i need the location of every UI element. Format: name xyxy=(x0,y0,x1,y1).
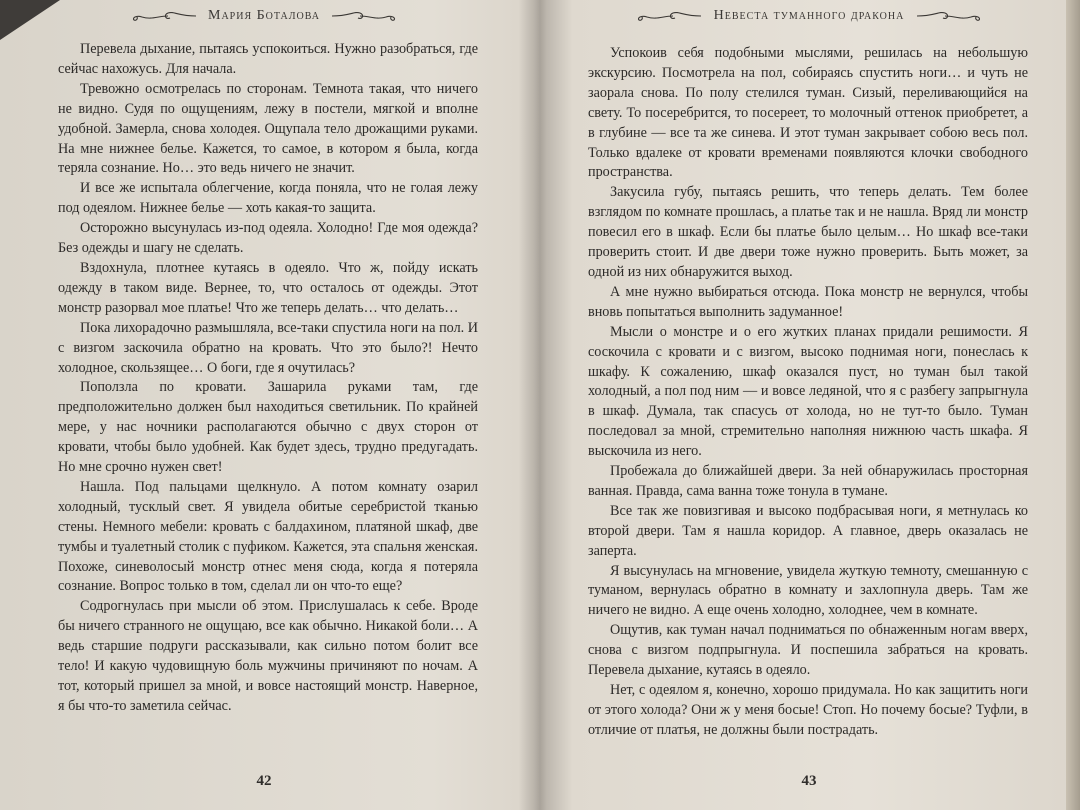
paragraph: Все так же повизгивая и высоко подбрасывая ноги, я метнулась ко второй двери. Там я нашла коридор. А главное, дверь оказалась не заперта. xyxy=(588,502,1028,559)
left-running-header xyxy=(28,6,500,26)
left-page xyxy=(28,0,500,810)
paragraph: Ощутив, как туман начал подниматься по обнаженным ногам вверх, снова с визгом подпрыгнула. И поспешила забраться на кровать. Перевела дыхание, кутаясь в одеяло. xyxy=(588,622,1028,679)
page-edge xyxy=(1066,0,1080,810)
right-running-header xyxy=(566,6,1052,26)
paragraph: А мне нужно выбираться отсюда. Пока монстр не вернулся, чтобы вновь попытаться выполнить задуманное! xyxy=(588,283,1028,320)
paragraph: Мысли о монстре и о его жутких планах придали решимости. Я соскочила с кровати и с визгом, высоко поднимая ноги, понеслась к шкафу. К сожалению, шкаф оказался пуст, но туман был такой холодный, а пол под ним — и вовсе ледяной, что я с разбегу запрыгнула в шкаф. Думала, так спасусь от холода, но не тут-то было. Туман последовал за мной, стремительно наполняя нижнюю часть шкафа. Я выскочила из него. xyxy=(588,323,1028,460)
left-page-number: 42 xyxy=(256,773,272,790)
paragraph: Пока лихорадочно размышляла, все-таки спустила ноги на пол. И с визгом заскочила обратно на кровать. Что это было?! Нечто холодное, скользящее… О боги, где я очутилась? xyxy=(58,319,478,376)
right-page xyxy=(566,0,1052,810)
ornament-right-icon xyxy=(330,9,400,23)
paragraph: Я высунулась на мгновение, увидела жуткую темноту, смешанную с туманом, вернулась обратно в комнату и захлопнула дверь. Там же ничего не видно. А еще очень холодно, холоднее, чем в комнате. xyxy=(588,562,1028,619)
ornament-left-icon xyxy=(633,9,703,23)
left-header-text: Мария Боталова xyxy=(208,8,320,23)
right-header-text: Невеста туманного дракона xyxy=(713,8,905,23)
paragraph: Вздохнула, плотнее кутаясь в одеяло. Что ж, пойду искать одежду в таком виде. Вернее, то, что осталось от одежды. Этот монстр разорвал мое платье! Что же теперь делать… что делать… xyxy=(58,259,478,316)
paragraph: Нет, с одеялом я, конечно, хорошо придумала. Но как защитить ноги от этого холода? Они ж у меня босые! Стоп. Но почему босые? Туфли, в отличие от платья, не должны были пострадать. xyxy=(588,682,1028,738)
paragraph: Тревожно осмотрелась по сторонам. Темнота такая, что ничего не видно. Судя по ощущениям, лежу в постели, мягкой и вполне удобной. Замерла, снова холодея. Ощупала тело дрожащими руками. На мне нижнее белье. Кажется, то самое, в котором я была, когда теряла сознание. Но… это ведь ничего не значит. xyxy=(58,80,478,177)
paragraph: Перевела дыхание, пытаясь успокоиться. Нужно разобраться, где сейчас нахожусь. Для начала. xyxy=(58,41,478,77)
paragraph: Содрогнулась при мысли об этом. Прислушалась к себе. Вроде бы ничего странного не ощущаю, все как обычно. Никакой боли… А ведь старшие подруги рассказывали, как сильно потом болит все тело! И какую чудовищную боль мужчины причиняют по ночам. А тот, который пришел за мной, и вовсе настоящий монстр. Наверное, я бы что-то заметила сейчас. xyxy=(58,598,478,714)
paragraph: Успокоив себя подобными мыслями, решилась на небольшую экскурсию. Посмотрела на пол, собираясь спустить ноги… и чуть не заорала снова. По полу стелился туман. Сизый, переливающийся на свету. То посеребрится, то посереет, то молочный оттенок приобретет, а в глубине — все та же синева. И этот туман закрывает собою весь пол. Только вдалеке от кровати временами появляются клочки свободного пространства. xyxy=(588,45,1028,181)
ornament-right-icon xyxy=(915,9,985,23)
paragraph: Пробежала до ближайшей двери. За ней обнаружилась просторная ванная. Правда, сама ванна тоже тонула в тумане. xyxy=(588,463,1028,499)
right-page-number: 43 xyxy=(801,773,817,790)
paragraph: Нашла. Под пальцами щелкнуло. А потом комнату озарил холодный, тусклый свет. Я увидела обитые серебристой тканью стены. Немного мебели: кровать с балдахином, платяной шкаф, две тумбы и туалетный столик с пуфиком. Кажется, эта спальня женская. Похоже, синеволосый монстр отнес меня сюда, когда я потеряла сознание. Вопрос только в том, сделал ли он что-то еще? xyxy=(58,478,478,595)
right-page-text xyxy=(588,44,1028,741)
paragraph: И все же испытала облегчение, когда поняла, что не голая лежу под одеялом. Нижнее белье — хоть какая-то защита. xyxy=(58,180,478,217)
ornament-left-icon xyxy=(128,9,198,23)
left-page-text xyxy=(58,40,478,717)
paragraph: Поползла по кровати. Зашарила руками там, где предположительно должен был находиться светильник. По крайней мере, у нас ночники располагаются обычно с двух сторон от кровати, чтобы было удобней. Как будет здесь, трудно предугадать. Но мне срочно нужен свет! xyxy=(58,379,478,476)
paragraph: Осторожно высунулась из-под одеяла. Холодно! Где моя одежда? Без одежды и шагу не сделать. xyxy=(58,220,478,257)
paragraph: Закусила губу, пытаясь решить, что теперь делать. Тем более взглядом по комнате прошлась, а платье так и не нашла. Вряд ли монстр повесил его в шкаф. Если бы платье было целым… Но шкаф все-таки проверить стоит. И две двери тоже нужно проверить. Быть может, за одной из них обнаружится выход. xyxy=(588,184,1028,280)
